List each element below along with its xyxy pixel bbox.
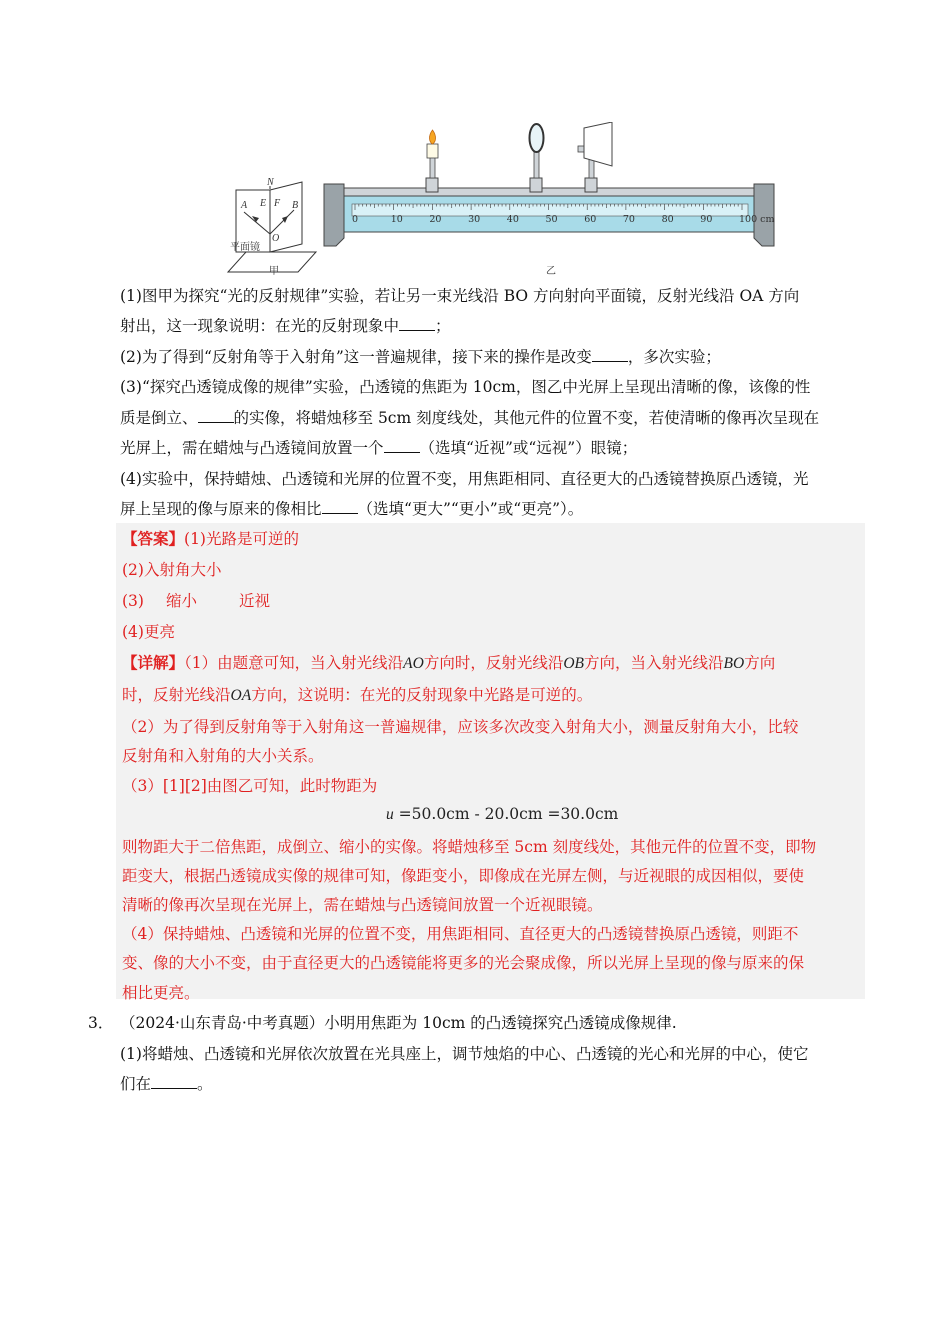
ruler-tick-label: 100 cm [739,214,775,225]
detail-p1-line-2: 时，反射光线沿OA方向，这说明：在光的反射现象中光路是可逆的。 [122,686,593,704]
detail-p2-line-2: 反射角和入射角的大小关系。 [122,747,324,765]
ruler-tick-label: 90 [700,214,713,225]
point-e-label: E [260,198,267,209]
answer-line-3: (3) 缩小 近视 [122,592,270,610]
question-2-line: (2)为了得到“反射角等于入射角”这一普遍规律，接下来的操作是改变 ，多次实验； [120,348,721,366]
ruler-tick-label: 10 [390,214,403,225]
detail-p2-line-1: （2）为了得到反射角等于入射角这一普遍规律，应该多次改变入射角大小，测量反射角大小，比较 [122,718,799,736]
point-b-label: B [292,200,299,211]
point-f-label: F [274,198,281,209]
answer-line-2: (2)入射角大小 [122,561,222,579]
detail-p3-line-2: 则物距大于二倍焦距，成倒立、缩小的实像。将蜡烛移至 5cm 刻度线处，其他元件的位置不变，即物 [122,838,817,856]
ruler-tick-label: 30 [468,214,481,225]
answer-line-1: 【答案】(1)光路是可逆的 [122,529,299,548]
answer-blank-1[interactable] [399,316,435,331]
mirror-label: 平面镜 [230,242,260,253]
question-3-line-2: 质是倒立、 的实像，将蜡烛移至 5cm 刻度线处，其他元件的位置不变，若使清晰的像再次呈现在 [120,409,820,427]
answer-blank-6[interactable] [151,1074,197,1089]
point-n-label: N [267,177,274,188]
question-4-line-2: 屏上呈现的像与原来的像相比 （选填“更大”“更小”或“更亮”）。 [120,500,584,518]
question-3-sub-1-line-1: (1)将蜡烛、凸透镜和光屏依次放置在光具座上，调节烛焰的中心、凸透镜的光心和光屏的中心，使它 [120,1045,809,1063]
ruler-tick-label: 20 [429,214,442,225]
point-o-label: O [272,233,280,244]
question-1-line-1: (1)图甲为探究“光的反射规律”实验，若让另一束光线沿 BO 方向射向平面镜，反射光线沿 OA 方向 [120,287,800,305]
question-1-line-2: 射出，这一现象说明：在光的反射现象中 ； [120,317,451,335]
ruler-tick-label: 60 [584,214,597,225]
ruler-tick-label: 40 [506,214,519,225]
question-4-line-1: (4)实验中，保持蜡烛、凸透镜和光屏的位置不变，用焦距相同、直径更大的凸透镜替换原凸透镜，光 [120,470,809,488]
figure-b-caption: 乙 [546,266,556,277]
ruler-tick-label: 0 [352,214,359,225]
ruler-tick-label: 50 [545,214,558,225]
answer-blank-5[interactable] [322,499,358,514]
question-3-intro: （2024·山东青岛·中考真题）小明用焦距为 10cm 的凸透镜探究凸透镜成像规律. [120,1014,677,1032]
detail-p3-line-4: 清晰的像再次呈现在光屏上，需在蜡烛与凸透镜间放置一个近视眼镜。 [122,896,603,914]
point-a-label: A [241,200,248,211]
answer-line-4: (4)更亮 [122,623,175,641]
answer-blank-4[interactable] [384,438,420,453]
detail-p4-line-1: （4）保持蜡烛、凸透镜和光屏的位置不变，用焦距相同、直径更大的凸透镜替换原凸透镜，则距不 [122,925,799,943]
ruler-tick-label: 70 [622,214,635,225]
figure-a-caption: 甲 [269,266,279,277]
detail-p1-line-1: 【详解】（1）由题意可知，当入射光线沿AO方向时，反射光线沿OB方向，当入射光线沿BO方向 [122,653,776,672]
question-3-sub-1-line-2: 们在 。 [120,1075,213,1093]
ruler-tick-label: 80 [661,214,674,225]
detail-p4-line-2: 变、像的大小不变，由于直径更大的凸透镜能将更多的光会聚成像，所以光屏上呈现的像与原来的保 [122,954,805,972]
detail-p3-line-3: 距变大，根据凸透镜成实像的规律可知，像距变小，即像成在光屏左侧，与近视眼的成因相似，要使 [122,867,805,885]
answer-blank-2[interactable] [592,347,628,362]
question-3-line-1: (3)“探究凸透镜成像的规律”实验，凸透镜的焦距为 10cm，图乙中光屏上呈现出清晰的像，该像的性 [120,378,811,396]
question-3-line-3: 光屏上，需在蜡烛与凸透镜间放置一个 （选填“近视”或“远视”）眼镜； [120,439,638,457]
question-3-number: 3． [88,1014,114,1032]
answer-blank-3[interactable] [198,408,234,423]
figure-b-optical-bench [322,122,802,252]
equation: u =50.0cm - 20.0cm =30.0cm [386,805,619,823]
detail-p4-line-3: 相比更亮。 [122,984,200,1002]
detail-p3-line-1: （3）[1][2]由图乙可知，此时物距为 [122,777,378,795]
figures-area [222,122,782,280]
